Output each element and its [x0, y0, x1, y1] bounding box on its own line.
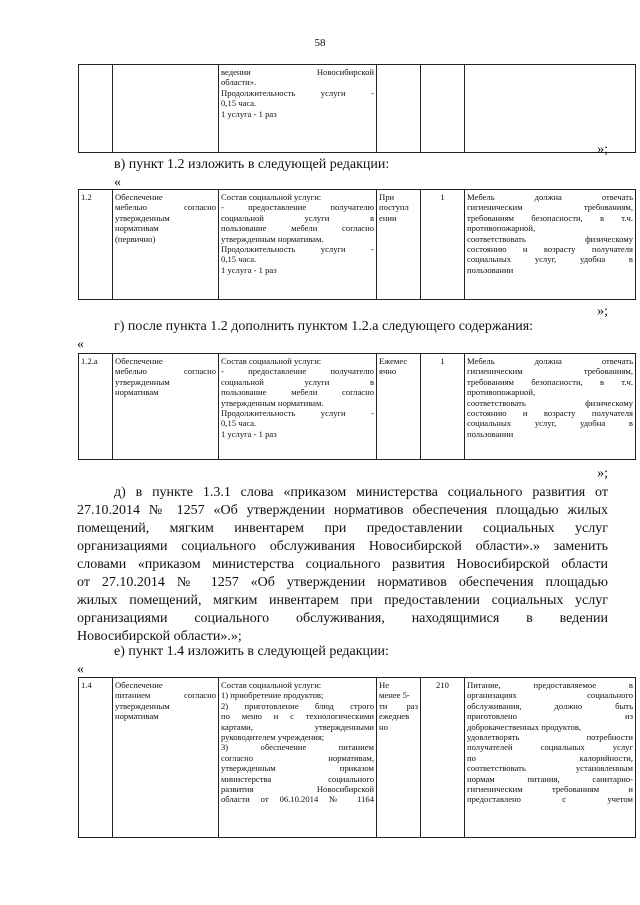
text-line: Состав социальной услуги:: [221, 192, 322, 202]
text-line: соответствовать установленным: [467, 763, 633, 774]
text-line: социальной услуги в: [221, 376, 374, 387]
text-line: Состав социальной услуги:: [221, 356, 322, 366]
text-line: д) в пункте 1.3.1 слова «приказом министерства социального развития от: [114, 485, 608, 500]
closing-quote: »;: [597, 304, 608, 319]
text-line: противопожарной,: [467, 387, 536, 398]
cell-num: 1.4: [79, 678, 113, 838]
text-line: ежеднев: [379, 711, 410, 722]
text-line: - предоставление получателю: [221, 202, 374, 213]
text-line: При: [379, 192, 395, 202]
cell-name: [113, 190, 219, 300]
text-line: гигиеническим требованиям,: [467, 366, 633, 377]
text-line: Ежемес: [379, 356, 408, 366]
text-line: нормативам: [115, 223, 159, 234]
text-line: требованиям безопасности, в т.ч.: [467, 212, 633, 223]
text-line: Мебель должна отвечать: [467, 356, 633, 366]
text-line: Новосибирской области».»;: [77, 629, 242, 644]
text-line: Состав социальной услуги:: [221, 680, 322, 690]
text-line: организациями социального обслуживания, находящимися в ведении: [77, 611, 608, 626]
text-line: Продолжительность услуги -: [221, 408, 374, 419]
closing-quote: »;: [597, 142, 608, 157]
text-line: от 27.10.2014 № 1257 «Об утверждении нормативов обеспечения площадью: [77, 575, 608, 590]
text-line: области».: [221, 77, 257, 88]
text-line: социальной услуги в: [221, 212, 374, 223]
text-line: 0,15 часа.: [221, 254, 257, 265]
table-item-1-2a: [78, 353, 636, 460]
text-line: соответствовать физическому: [467, 397, 633, 408]
text-line: доброкачественных продуктов,: [467, 721, 582, 732]
text-line: помещений, мягким инвентарем при предоставлении социальных услуг: [77, 521, 608, 536]
text-line: по меню и с технологическими: [221, 711, 374, 722]
text-line: организациях социального: [467, 690, 633, 701]
text-line: нормативам: [115, 711, 159, 722]
cell-num: 1.2: [79, 190, 113, 300]
cell-content: [219, 190, 377, 300]
cell-requirements: [465, 190, 636, 300]
text-line: области от 06.10.2014 № 1164: [221, 794, 374, 805]
text-line: соответствовать физическому: [467, 233, 633, 244]
cell-name: [113, 678, 219, 838]
text-line: 1 услуга - 1 раз: [221, 264, 277, 275]
cell-period: [377, 678, 421, 838]
cell-content: [219, 65, 377, 153]
text-line: утвержденным нормативам.: [221, 397, 324, 408]
text-line: Питание, предоставляемое в: [467, 680, 633, 690]
text-line: Обеспечение: [115, 356, 163, 366]
cell-num: [79, 65, 113, 153]
text-line: состоянию и возрасту получателя: [467, 408, 633, 419]
paragraph-item-g: г) после пункта 1.2 дополнить пунктом 1.2.а следующего содержания:: [114, 319, 534, 334]
text-line: организациями социального обслуживания Новосибирской области».» заменить: [77, 539, 608, 554]
text-line: картами, утвержденными: [221, 721, 374, 732]
text-line: обслуживания, должно быть: [467, 700, 633, 711]
text-line: Продолжительность услуги -: [221, 87, 374, 98]
text-line: поступл: [379, 202, 409, 213]
cell-count: [421, 65, 465, 153]
text-line: 0,15 часа.: [221, 98, 257, 109]
text-line: предоставлено с учетом: [467, 794, 633, 805]
text-line: (первично): [115, 233, 156, 244]
text-line: социальных услуг, удобна в: [467, 254, 633, 265]
text-line: мебелью согласно: [115, 366, 216, 377]
text-line: 27.10.2014 № 1257 «Об утверждении нормативов обеспечения площадью жилых: [77, 503, 608, 518]
text-line: гигиеническим требованиям и: [467, 784, 633, 795]
opening-quote: «: [77, 337, 84, 352]
text-line: Продолжительность услуги -: [221, 244, 374, 255]
cell-requirements: [465, 65, 636, 153]
text-line: нормативам: [115, 387, 159, 398]
text-line: утвержденным приказом: [221, 763, 374, 774]
cell-requirements: [465, 354, 636, 460]
text-line: Не: [379, 680, 390, 690]
table-continuation: [78, 64, 636, 153]
text-line: ячно: [379, 366, 397, 377]
text-line: развития Новосибирской: [221, 784, 374, 795]
paragraph-item-v: в) пункт 1.2 изложить в следующей редакции:: [114, 157, 390, 172]
text-line: но: [379, 721, 388, 732]
cell-count: 1: [421, 354, 465, 460]
text-line: 1 услуга - 1 раз: [221, 108, 277, 119]
text-line: жилых помещений, мягким инвентарем при предоставлении социальных услуг: [77, 593, 608, 608]
text-line: мебелью согласно: [115, 202, 216, 213]
text-line: по калорийности,: [467, 752, 633, 763]
page-number: 58: [314, 37, 326, 49]
text-line: 0,15 часа.: [221, 418, 257, 429]
text-line: 3) обеспечение питанием: [221, 742, 374, 753]
cell-count: 210: [421, 678, 465, 838]
cell-num: 1.2.а: [79, 354, 113, 460]
text-line: получателей социальных услуг: [467, 742, 633, 753]
text-line: Обеспечение: [115, 680, 163, 690]
cell-content: [219, 354, 377, 460]
cell-requirements: [465, 678, 636, 838]
text-line: руководителем учреждения;: [221, 732, 325, 743]
cell-count: 1: [421, 190, 465, 300]
text-line: 1 услуга - 1 раз: [221, 428, 277, 439]
opening-quote: «: [114, 175, 121, 190]
text-line: 2) приготовление блюд строго: [221, 700, 374, 711]
text-line: пользовании: [467, 264, 514, 275]
text-line: согласно нормативам,: [221, 752, 374, 763]
text-line: пользовании: [467, 428, 514, 439]
text-line: гигиеническим требованиям,: [467, 202, 633, 213]
text-line: министерства социального: [221, 773, 374, 784]
text-line: социальных услуг, удобна в: [467, 418, 633, 429]
cell-name: [113, 65, 219, 153]
text-line: противопожарной,: [467, 223, 536, 234]
closing-quote: »;: [597, 466, 608, 481]
text-line: утвержденным: [115, 376, 170, 387]
text-line: питанием согласно: [115, 690, 216, 701]
paragraph-item-d: [77, 484, 608, 646]
text-line: менее 5-: [379, 690, 410, 701]
text-line: Обеспечение: [115, 192, 163, 202]
text-line: пользование мебели согласно: [221, 387, 374, 398]
cell-period: [377, 190, 421, 300]
text-line: утвержденным нормативам.: [221, 233, 324, 244]
text-line: требованиям безопасности, в т.ч.: [467, 376, 633, 387]
table-item-1-4: [78, 677, 636, 838]
cell-period: [377, 65, 421, 153]
cell-period: [377, 354, 421, 460]
text-line: Мебель должна отвечать: [467, 192, 633, 202]
text-line: ведении Новосибирской: [221, 67, 374, 77]
paragraph-item-e: е) пункт 1.4 изложить в следующей редакции:: [114, 644, 389, 659]
text-line: состоянию и возрасту получателя: [467, 244, 633, 255]
opening-quote: «: [77, 662, 84, 677]
text-line: нормам питания, санитарно-: [467, 773, 633, 784]
text-line: 1) приобретение продуктов;: [221, 690, 324, 701]
text-line: удовлетворять потребности: [467, 732, 633, 743]
cell-content: [219, 678, 377, 838]
text-line: утвержденным: [115, 700, 170, 711]
table-item-1-2: [78, 189, 636, 300]
text-line: - предоставление получателю: [221, 366, 374, 377]
text-line: словами «приказом министерства социального развития Новосибирской области: [77, 557, 608, 572]
text-line: пользование мебели согласно: [221, 223, 374, 234]
text-line: ти раз: [379, 700, 418, 711]
text-line: утвержденным: [115, 212, 170, 223]
text-line: ении: [379, 212, 397, 223]
cell-name: [113, 354, 219, 460]
text-line: приготовлено из: [467, 711, 633, 722]
